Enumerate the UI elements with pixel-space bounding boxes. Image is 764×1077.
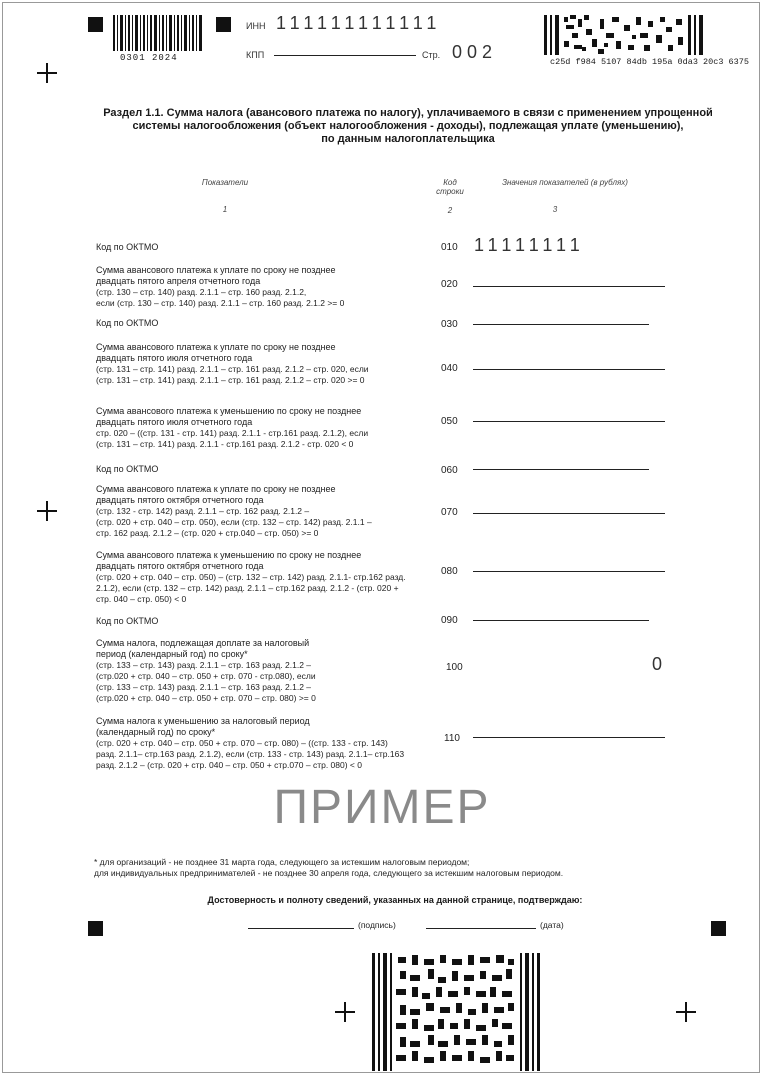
column-header-values: Значения показателей (в рублях) xyxy=(502,178,628,187)
row-020-subtitle: двадцать пятого апреля отчетного года xyxy=(96,276,261,286)
row-110-label xyxy=(96,716,441,771)
row-030-title: Код по ОКТМО xyxy=(96,318,159,328)
signature-label: (подпись) xyxy=(358,920,396,930)
row-100-formula: (стр. 133 – стр. 143) разд. 2.1.1 – стр. 163 разд. 2.1.2 – xyxy=(96,682,312,692)
column-header-code xyxy=(428,178,472,196)
inn-label: ИНН xyxy=(246,21,266,31)
footnote xyxy=(94,857,563,879)
corner-marker-bottom-right xyxy=(711,921,726,936)
row-100-label xyxy=(96,638,426,704)
date-label: (дата) xyxy=(540,920,564,930)
corner-marker-top-left xyxy=(88,17,103,32)
corner-marker-bottom-left xyxy=(88,921,103,936)
row-090-value-line[interactable] xyxy=(473,620,649,621)
row-050-formula: стр. 020 – ((стр. 131 - стр. 141) разд. 2.1.1 - стр.161 разд. 2.1.2), если xyxy=(96,428,369,438)
section-title-line: по данным налогоплательщика xyxy=(321,133,495,145)
section-title xyxy=(88,107,728,146)
row-050-label xyxy=(96,406,426,450)
row-020-title: Сумма авансового платежа к уплате по сроку не позднее xyxy=(96,265,336,275)
row-040-formula: (стр. 131 – стр. 141) разд. 2.1.1 – стр. 161 разд. 2.1.2 – стр. 020, если xyxy=(96,364,369,374)
row-070-formula: стр. 162 разд. 2.1.2 – (стр. 020 + стр.040 – стр. 050) >= 0 xyxy=(96,528,319,538)
signature-line[interactable] xyxy=(248,928,354,929)
row-080-label xyxy=(96,550,441,605)
row-070-title: Сумма авансового платежа к уплате по сроку не позднее xyxy=(96,484,336,494)
registration-cross xyxy=(37,501,57,521)
section-title-line: Раздел 1.1. Сумма налога (авансового платежа по налогу), уплачиваемого в связи с применением упрощенной xyxy=(103,107,713,119)
row-080-formula: (стр. 020 + стр. 040 – стр. 050) – (стр. 132 – стр. 142) разд. 2.1.1- стр.162 разд. xyxy=(96,572,406,582)
row-020-label xyxy=(96,265,426,309)
confirmation-text: Достоверность и полноту сведений, указанных на данной странице, подтверждаю: xyxy=(207,895,583,905)
row-050-code: 050 xyxy=(441,416,458,427)
row-050-formula: (стр. 131 – стр. 141) разд. 2.1.1 - стр.161 разд. 2.1.2 - стр. 020 < 0 xyxy=(96,439,354,449)
row-110-code: 110 xyxy=(444,733,460,744)
row-090-title: Код по ОКТМО xyxy=(96,616,159,626)
row-010-code: 010 xyxy=(441,242,458,253)
row-050-subtitle: двадцать пятого июля отчетного года xyxy=(96,417,253,427)
column-header-code-line: строки xyxy=(436,187,464,196)
row-060-title: Код по ОКТМО xyxy=(96,464,159,474)
corner-marker-top-mid xyxy=(216,17,231,32)
qr-code-top xyxy=(544,15,708,55)
row-100-value: 0 xyxy=(652,654,663,674)
row-050-title: Сумма авансового платежа к уменьшению по сроку не позднее xyxy=(96,406,362,416)
qr-code-bottom xyxy=(372,953,540,1071)
barcode-number: 0301 2024 xyxy=(120,53,178,63)
registration-cross xyxy=(335,1002,355,1022)
row-080-formula: 2.1.2), если (стр. 132 – стр. 142) разд. 2.1.1 – стр.162 разд. 2.1.2 - (стр. 020 + xyxy=(96,583,399,593)
form-barcode xyxy=(113,15,205,51)
kpp-line xyxy=(274,55,416,56)
row-040-subtitle: двадцать пятого июля отчетного года xyxy=(96,353,253,363)
row-070-label xyxy=(96,484,426,539)
row-110-title: Сумма налога к уменьшению за налоговый период xyxy=(96,716,310,726)
row-100-title: Сумма налога, подлежащая доплате за налоговый xyxy=(96,638,310,648)
row-010-value: 11111111 xyxy=(474,235,585,255)
row-020-value-line[interactable] xyxy=(473,286,665,287)
row-020-formula: если (стр. 130 – стр. 140) разд. 2.1.1 – стр. 160 разд. 2.1.2 >= 0 xyxy=(96,298,345,308)
row-110-subtitle: (календарный год) по сроку* xyxy=(96,727,216,737)
section-title-line: системы налогообложения (объект налогообложения - доходы), подлежащая уплате (уменьшению), xyxy=(132,120,684,132)
row-050-value-line[interactable] xyxy=(473,421,665,422)
row-080-code: 080 xyxy=(441,566,458,577)
row-100-formula: (стр.020 + стр. 040 – стр. 050 + стр. 070 - стр.080), если xyxy=(96,671,316,681)
footnote-line: * для организаций - не позднее 31 марта года, следующего за истекшим налоговым периодом; xyxy=(94,857,470,867)
row-020-code: 020 xyxy=(441,279,458,290)
row-110-formula: разд. 2.1.2 – (стр. 020 + стр. 040 – стр. 050 + стр.070 – стр. 080) < 0 xyxy=(96,760,362,770)
row-060-value-line[interactable] xyxy=(473,469,649,470)
column-header-code-line: Код xyxy=(443,178,457,187)
inn-value: 111111111111 xyxy=(276,13,442,33)
row-110-value-line[interactable] xyxy=(473,737,665,738)
row-080-formula: стр. 040 – стр. 050) < 0 xyxy=(96,594,187,604)
kpp-label: КПП xyxy=(246,50,265,60)
registration-cross xyxy=(676,1002,696,1022)
row-110-formula: (стр. 020 + стр. 040 – стр. 050 + стр. 070 – стр. 080) – ((стр. 133 - стр. 143) xyxy=(96,738,388,748)
column-number-1: 1 xyxy=(222,205,228,214)
sample-watermark: ПРИМЕР xyxy=(273,781,491,834)
row-030-code: 030 xyxy=(441,319,458,330)
column-number-3: 3 xyxy=(552,205,558,214)
date-line[interactable] xyxy=(426,928,536,929)
row-090-code: 090 xyxy=(441,615,458,626)
row-010-title: Код по ОКТМО xyxy=(96,242,159,252)
row-080-value-line[interactable] xyxy=(473,571,665,572)
row-100-code: 100 xyxy=(446,662,463,673)
row-060-code: 060 xyxy=(441,465,458,476)
registration-cross xyxy=(37,63,57,83)
column-number-2: 2 xyxy=(447,206,453,215)
row-110-formula: разд. 2.1.1– стр.163 разд. 2.1.2), если (стр. 133 - стр. 143) разд. 2.1.1– стр.163 xyxy=(96,749,405,759)
row-040-code: 040 xyxy=(441,363,458,374)
row-040-value-line[interactable] xyxy=(473,369,665,370)
footnote-line: для индивидуальных предпринимателей - не позднее 30 апреля года, следующего за истекшим налоговым периодом. xyxy=(94,868,564,878)
page-label: Стр. xyxy=(422,50,441,60)
row-100-subtitle: период (календарный год) по сроку* xyxy=(96,649,248,659)
page-number: 002 xyxy=(452,42,498,62)
row-080-title: Сумма авансового платежа к уменьшению по сроку не позднее xyxy=(96,550,362,560)
row-040-title: Сумма авансового платежа к уплате по сроку не позднее xyxy=(96,342,336,352)
row-070-value-line[interactable] xyxy=(473,513,665,514)
row-070-formula: (стр. 020 + стр. 040 – стр. 050), если (стр. 132 – стр. 142) разд. 2.1.1 – xyxy=(96,517,372,527)
row-070-formula: (стр. 132 - стр. 142) разд. 2.1.1 – стр. 162 разд. 2.1.2 – xyxy=(96,506,310,516)
row-020-formula: (стр. 130 – стр. 140) разд. 2.1.1 – стр. 160 разд. 2.1.2, xyxy=(96,287,307,297)
row-030-value-line[interactable] xyxy=(473,324,649,325)
row-040-formula: (стр. 131 – стр. 141) разд. 2.1.1 – стр. 161 разд. 2.1.2 – стр. 020 >= 0 xyxy=(96,375,365,385)
row-040-label xyxy=(96,342,426,386)
row-070-subtitle: двадцать пятого октября отчетного года xyxy=(96,495,264,505)
row-080-subtitle: двадцать пятого октября отчетного года xyxy=(96,561,264,571)
column-header-indicators: Показатели xyxy=(201,178,249,187)
row-100-formula: (стр.020 + стр. 040 – стр. 050 + стр. 070 – стр. 080) >= 0 xyxy=(96,693,316,703)
row-070-code: 070 xyxy=(441,507,458,518)
row-100-formula: (стр. 133 – стр. 143) разд. 2.1.1 – стр. 163 разд. 2.1.2 – xyxy=(96,660,312,670)
qr-hash: c25d f984 5107 84db 195a 0da3 20c3 6375 xyxy=(550,57,749,67)
